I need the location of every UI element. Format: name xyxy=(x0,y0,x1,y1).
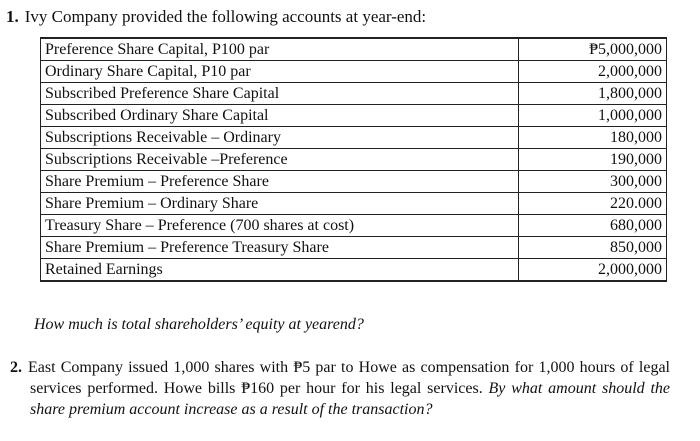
question-1-text: Ivy Company provided the following accounts at year-end: xyxy=(24,7,427,26)
account-amount: 300,000 xyxy=(518,171,666,193)
account-amount: ₱5,000,000 xyxy=(518,38,666,61)
account-amount: 1,000,000 xyxy=(518,105,666,127)
account-amount: 680,000 xyxy=(518,215,666,237)
account-name: Subscribed Preference Share Capital xyxy=(41,83,519,105)
account-amount: 220.000 xyxy=(518,193,666,215)
table-row xyxy=(41,149,667,171)
table-row xyxy=(41,83,667,105)
table-row xyxy=(41,193,667,215)
account-name: Ordinary Share Capital, P10 par xyxy=(41,61,519,83)
account-name: Share Premium – Preference Treasury Share xyxy=(41,237,519,259)
account-name: Preference Share Capital, P100 par xyxy=(41,38,519,61)
account-amount: 2,000,000 xyxy=(518,61,666,83)
account-name: Subscriptions Receivable – Ordinary xyxy=(41,127,519,149)
question-1-number: 1. xyxy=(6,7,19,26)
table-row xyxy=(41,171,667,193)
table-row xyxy=(41,259,667,282)
account-name: Subscribed Ordinary Share Capital xyxy=(41,105,519,127)
table-row xyxy=(41,61,667,83)
account-amount: 850,000 xyxy=(518,237,666,259)
table-row xyxy=(41,215,667,237)
accounts-table xyxy=(40,37,667,282)
account-name: Share Premium – Ordinary Share xyxy=(41,193,519,215)
question-2-number: 2. xyxy=(10,359,22,376)
account-name: Subscriptions Receivable –Preference xyxy=(41,149,519,171)
account-amount: 2,000,000 xyxy=(518,259,666,282)
account-name: Treasury Share – Preference (700 shares at cost) xyxy=(41,215,519,237)
account-amount: 190,000 xyxy=(518,149,666,171)
question-1-prompt: How much is total shareholders’ equity at yearend? xyxy=(34,316,364,333)
table-row xyxy=(41,237,667,259)
table-row xyxy=(41,105,667,127)
table-row xyxy=(41,127,667,149)
question-2-prompt: By what amount should the share premium account increase as a result of the transaction? xyxy=(30,380,671,418)
table-row xyxy=(41,38,667,61)
account-name: Retained Earnings xyxy=(41,259,519,282)
question-1-intro xyxy=(6,7,426,27)
account-amount: 1,800,000 xyxy=(518,83,666,105)
account-amount: 180,000 xyxy=(518,127,666,149)
account-name: Share Premium – Preference Share xyxy=(41,171,519,193)
question-2-text: East Company issued 1,000 shares with ₱5 par to Howe as compensation for 1,000 hours of legal services performed. Howe bills ₱160 per hour for his legal services. xyxy=(28,359,670,397)
question-2 xyxy=(10,357,670,420)
